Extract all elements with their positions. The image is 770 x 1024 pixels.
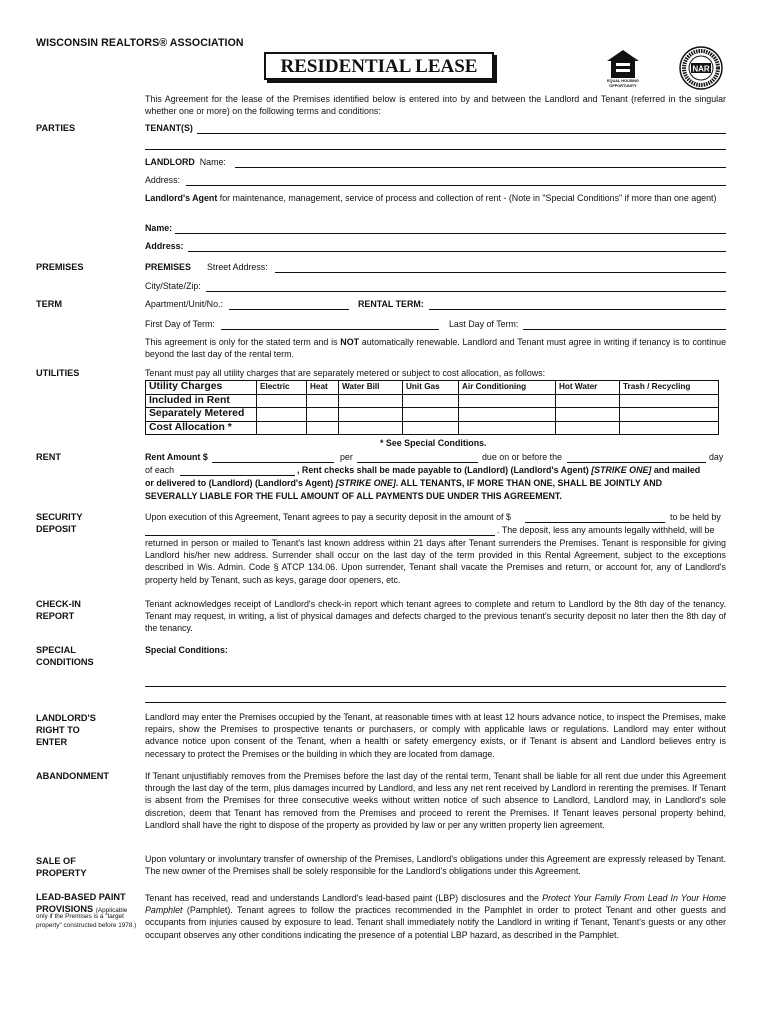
section-rent: RENT [36,452,62,462]
checkin-label-2: REPORT [36,611,75,621]
section-sale-of-property [36,855,136,879]
utility-header-hot-water: Hot Water [556,381,620,395]
rent-delivered-text [145,477,662,489]
see-special-conditions: * See Special Conditions. [380,438,487,448]
utility-cell[interactable] [403,421,459,435]
utility-cell[interactable] [339,394,403,408]
security-holder-field[interactable] [145,535,495,536]
sale-label-2: PROPERTY [36,868,87,878]
utilities-intro: Tenant must pay all utility charges that are separately metered or subject to cost allocation, as follows: [145,368,546,378]
term-text-b: automatically renewable. Landlord and Tenant must agree in writing if tenancy is to continue beyond the last day of the rental term. [145,337,726,360]
street-address-label: Street Address: [207,262,268,272]
rent-of-each-field[interactable] [180,475,295,476]
utility-cell[interactable] [556,421,620,435]
security-text-1: Upon execution of this Agreement, Tenant agrees to pay a security deposit in the amount of $ [145,512,511,522]
utility-header-water: Water Bill [339,381,403,395]
utility-row-metered [146,408,719,422]
tenants-field-2[interactable] [145,149,726,150]
section-security-deposit [36,511,136,535]
equal-housing-icon [606,48,640,90]
term-text-not: NOT [340,337,360,347]
title-box [264,52,494,80]
special-label-1: SPECIAL [36,645,76,655]
intro-text: This Agreement for the lease of the Premises identified below is entered into by and between the Landlord and Tenant (referred in the singular whether one or more) on the following terms and conditions: [145,94,726,117]
rent-due-field[interactable] [567,462,706,463]
strike-one-1: [STRIKE ONE] [591,465,652,475]
rent-jointly: . ALL TENANTS, IF MORE THAN ONE, SHALL BE JOINTLY AND [395,478,663,488]
utility-header-ac: Air Conditioning [459,381,556,395]
lead-text-a: Tenant has received, read and understands Landlord's lead-based paint (LBP) disclosures and the [145,893,543,903]
utility-row-label: Included in Rent [146,394,257,408]
lead-text [145,892,726,941]
utility-row-included [146,394,719,408]
utility-cell[interactable] [403,394,459,408]
utility-cell[interactable] [339,408,403,422]
utility-table [145,380,719,435]
agent-name-field[interactable] [175,233,726,234]
rent-mailed: and mailed [651,465,701,475]
utility-cell[interactable] [620,421,719,435]
rent-per-field[interactable] [357,462,478,463]
utility-header-charges: Utility Charges [146,381,257,395]
rent-amount-field[interactable] [212,462,334,463]
utility-cell[interactable] [620,394,719,408]
utility-header-trash: Trash / Recycling [620,381,719,395]
lead-note-a: (Applicable [95,907,128,914]
utility-header-gas: Unit Gas [403,381,459,395]
utility-cell[interactable] [403,408,459,422]
landlord-agent-desc: for maintenance, management, service of process and collection of rent - (Note in "Special Conditions" if more than one agent) [217,193,717,203]
landlord-address-field[interactable] [186,185,726,186]
enter-label-3: ENTER [36,737,68,747]
rent-per-label: per [340,452,353,462]
last-day-label: Last Day of Term: [449,319,519,329]
special-conditions-field[interactable] [145,686,726,687]
landlord-agent-label: Landlord's Agent [145,193,218,203]
section-special-conditions [36,644,136,668]
premises-label: PREMISES [145,262,191,272]
rental-term-field[interactable] [429,309,726,310]
utility-table-header [146,381,719,395]
utility-cell[interactable] [257,408,307,422]
landlord-name-label: Name: [199,157,226,167]
special-label-2: CONDITIONS [36,657,94,667]
rental-term-label: RENTAL TERM: [358,299,424,309]
organization-name: WISCONSIN REALTORS® ASSOCIATION [36,37,244,49]
checkin-text: Tenant acknowledges receipt of Landlord's check-in report which tenant agrees to complete and return to Landlord by the 8th day of the tenancy. Tenant may request, in writing, a list of physical damages and defects charged to the previous tenant's security deposit no later then the 8th day of the tenancy. [145,599,726,634]
enter-label-2: RIGHT TO [36,725,80,735]
first-day-label: First Day of Term: [145,319,215,329]
security-label-1: SECURITY [36,512,83,522]
utility-cell[interactable] [620,408,719,422]
rent-of-each-label: of each [145,465,175,475]
utility-cell[interactable] [257,421,307,435]
tenants-label: TENANT(S) [145,123,193,133]
utility-cell[interactable] [556,394,620,408]
realtor-seal-icon [679,46,723,90]
enter-text: Landlord may enter the Premises occupied by the Tenant, at reasonable times with at least 12 hours advance notice, to inspect the Premises, make repairs, show the Premises to prospective tenants or purchasers, or comply with applicable laws or regulations. Landlord may enter without advance notice upon consent of the Tenant, when a health or safety emergency exists, or if Tenant is absent and Landlord believes entry is necessary to protect the Premises or the building in which they are located from damage. [145,712,726,759]
rent-due-label: due on or before the [482,452,562,462]
utility-cell[interactable] [556,408,620,422]
apartment-label: Apartment/Unit/No.: [145,299,223,309]
utility-cell[interactable] [459,394,556,408]
street-address-field[interactable] [275,272,726,273]
lead-label-1: LEAD-BASED PAINT [36,892,126,902]
utility-cell[interactable] [459,421,556,435]
city-state-zip-field[interactable] [206,291,726,292]
sale-text: Upon voluntary or involuntary transfer of ownership of the Premises, Landlord's obligations under this Agreement are expressly released by Tenant. The new owner of the Premises shall be solely responsible for the Landlord's obligations under this Agreement. [145,854,726,877]
landlord-address-label: Address: [145,175,181,185]
equal-housing-caption: EQUAL HOUSING OPPORTUNITY [607,79,639,88]
lead-label-2: PROVISIONS [36,904,94,914]
rent-checks: , Rent checks shall be made payable to (Landlord) (Landlord's Agent) [297,465,592,475]
security-held-by: to be held by [670,512,721,522]
page-title: RESIDENTIAL LEASE [280,56,478,77]
rent-checks-text [297,464,700,476]
special-conditions-field-2[interactable] [145,702,726,703]
abandonment-text: If Tenant unjustifiably removes from the Premises before the last day of the rental term, Tenant shall be liable for all rent due under this Agreement through the last day of the term, plus damages incurred by Landlord, and less any net rent received by Landlord in rerenting the premises. If Tenant is absent from the Premises for three consecutive weeks without written notice of such absence to Landlord, Landlord may, in Landlord's sole discretion, deem that Tenant has removed from the Premises and proceed to rerent the Premises. If Tenant leaves personal property behind, Landlord shall have the right to dispose of the property as provided by law or per any written property lien agreement. [145,771,726,830]
utility-header-heat: Heat [307,381,339,395]
section-utilities: UTILITIES [36,368,80,378]
utility-cell[interactable] [307,394,339,408]
landlord-name-field[interactable] [235,167,726,168]
utility-row-label: Separately Metered [146,408,257,422]
apartment-field[interactable] [229,309,349,310]
section-check-in [36,598,136,622]
checkin-label-1: CHECK-IN [36,599,81,609]
landlord-name-row [145,156,226,168]
rent-amount-label: Rent Amount $ [145,452,208,462]
security-text-2: . The deposit, less any amounts legally withheld, will be [497,525,715,535]
utility-cell[interactable] [339,421,403,435]
security-amount-field[interactable] [525,522,665,523]
term-text [145,336,726,360]
lead-pamphlet: Protect Your Family From Lead In Your Home Pamphlet [145,893,726,916]
utility-row-label: Cost Allocation * [146,421,257,435]
section-term: TERM [36,299,63,309]
landlord-label: LANDLORD [145,157,195,167]
security-body: returned in person or mailed to Tenant's last known address within 21 days after Tenant surrenders the Premises. Tenant is responsible for giving Landlord his/her new address. Surrender shall occur on the last day of the term provided in this Rental Agreement, subject to the exceptions described in Wis. Admin. Code § ATCP 134.06. Upon surrender, Tenant shall vacate the Premises and return, or account for, any of Landlord's property held by Tenant, such as keys, garage door openers, etc. [145,538,726,585]
rent-severally-text: SEVERALLY LIABLE FOR THE FULL AMOUNT OF ALL PAYMENTS DUE UNDER THIS AGREEMENT. [145,491,562,501]
section-premises: PREMISES [36,262,84,272]
term-text-a: This agreement is only for the stated term and is [145,337,341,347]
sale-label-1: SALE OF [36,856,76,866]
agent-address-field[interactable] [188,251,726,252]
strike-one-2: [STRIKE ONE] [335,478,396,488]
utility-row-allocation [146,421,719,435]
city-state-zip-label: City/State/Zip: [145,281,201,291]
first-day-field[interactable] [221,329,439,330]
lead-note-b: only if the Premises is a "target property" constructed before 1978.) [36,913,137,929]
section-abandonment: ABANDONMENT [36,771,109,781]
utility-cell[interactable] [257,394,307,408]
tenants-field[interactable] [197,133,726,134]
agent-name-label: Name: [145,223,173,233]
enter-label-1: LANDLORD'S [36,713,96,723]
security-label-2: DEPOSIT [36,524,77,534]
utility-cell[interactable] [307,408,339,422]
utility-cell[interactable] [459,408,556,422]
special-conditions-label: Special Conditions: [145,645,228,655]
seal-text: NAR [692,64,710,74]
section-right-to-enter [36,712,136,748]
rent-day-label: day [709,452,724,462]
agent-address-label: Address: [145,241,184,251]
section-parties: PARTIES [36,123,76,133]
landlord-agent-text [145,192,726,204]
rent-delivered: or delivered to (Landlord) (Landlord's Agent) [145,478,336,488]
utility-cell[interactable] [307,421,339,435]
lead-text-b: (Pamphlet). Tenant agrees to follow the practices recommended in the Pamphlet in order to protect Tenant and other guests and occupants from injuries caused by exposure to lead. Tenant shall immediately notify the Landlord in writing if Tenant, Tenant's guests or any other occupant observes any other conditions indicating the presence of a potential LBP hazard, as described in the Pamphlet. [145,905,726,940]
utility-header-electric: Electric [257,381,307,395]
last-day-field[interactable] [523,329,726,330]
